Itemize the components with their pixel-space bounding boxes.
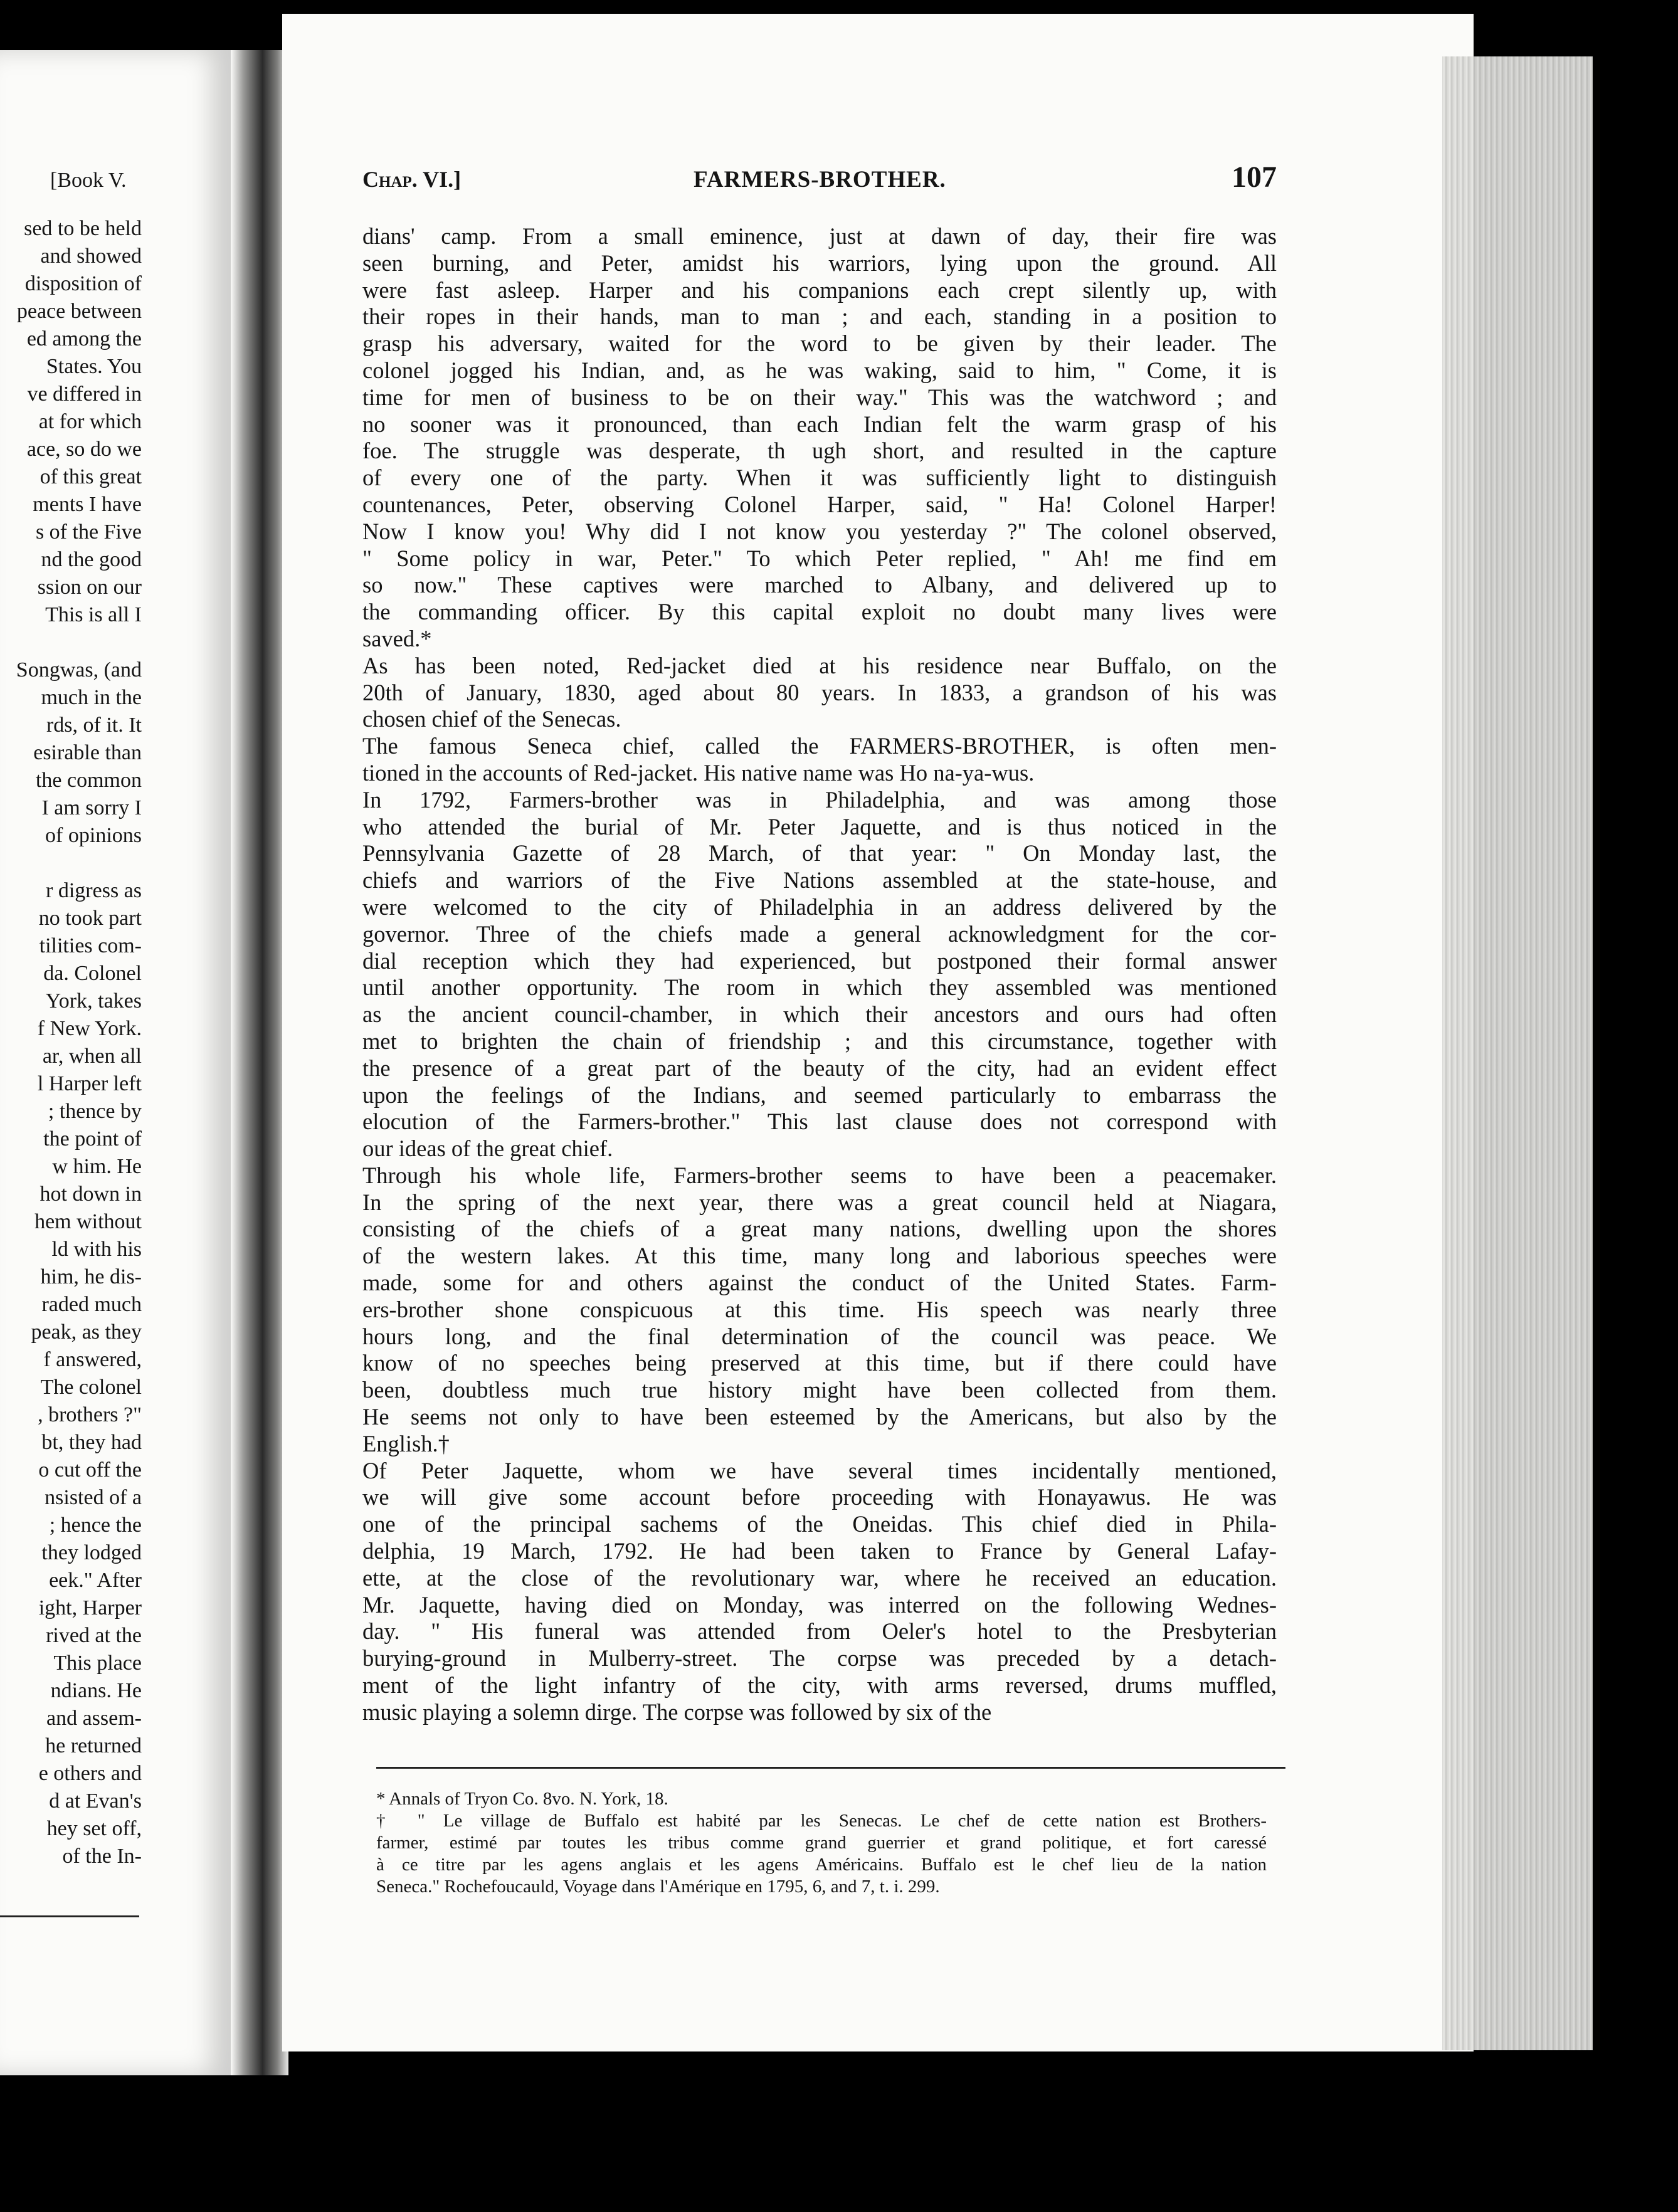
left-page-line: ace, so do we (26, 438, 142, 461)
body-line: 20th of January, 1830, aged about 80 years. In 1833, a grandson of his was (362, 679, 1277, 705)
body-line: we will give some account before proceeding with Honayawus. He was (362, 1484, 1277, 1510)
footnote-line: † " Le village de Buffalo est habité par les Senecas. Le chef de cette nation est Brothers- (376, 1811, 1267, 1831)
left-page-line: and showed (40, 245, 142, 268)
left-running-header: [Book V. (50, 169, 127, 192)
body-line: English.† (362, 1430, 450, 1456)
left-page-line: ld with his (51, 1238, 142, 1261)
page-title: FARMERS-BROTHER. (694, 167, 946, 192)
body-line: of every one of the party. When it was sufficiently light to distinguish (362, 465, 1277, 491)
body-line: their ropes in their hands, man to man ; and each, standing in a position to (362, 303, 1277, 330)
left-page-line: peace between (16, 300, 142, 323)
left-page-line: This place (53, 1651, 142, 1675)
left-page-line: da. Colonel (43, 962, 142, 985)
left-page-line: hey set off, (46, 1817, 142, 1840)
body-line: elocution of the Farmers-brother." This last clause does not correspond with (362, 1109, 1277, 1135)
body-line: Of Peter Jaquette, whom we have several times incidentally mentioned, (362, 1457, 1277, 1483)
left-page-line: much in the (41, 686, 142, 709)
footnote-line: farmer, estimé par toutes les tribus comme grand guerrier et grand politique, et fort caressé (376, 1833, 1267, 1853)
body-line: burying-ground in Mulberry-street. The corpse was preceded by a detach- (362, 1645, 1277, 1672)
body-line: Mr. Jaquette, having died on Monday, was interred on the following Wednes- (362, 1591, 1277, 1618)
body-line: saved.* (362, 625, 432, 651)
footnotes (376, 1788, 1267, 1898)
body-line: been, doubtless much true history might have been collected from them. (362, 1377, 1277, 1403)
body-line: ers-brother shone conspicuous at this time. His speech was nearly three (362, 1296, 1277, 1322)
left-page-line: tilities com- (39, 934, 142, 957)
left-page-line: the common (35, 769, 142, 792)
left-page-line: eek." After (49, 1569, 142, 1592)
body-line: tioned in the accounts of Red-jacket. His native name was Ho na-ya-wus. (362, 759, 1035, 786)
body-line: seen burning, and Peter, amidst his warriors, lying upon the ground. All (362, 250, 1277, 276)
footnote-line: Seneca." Rochefoucauld, Voyage dans l'Amérique en 1795, 6, and 7, t. i. 299. (376, 1877, 940, 1897)
body-line: As has been noted, Red-jacket died at his residence near Buffalo, on the (362, 652, 1277, 678)
previous-page (0, 50, 231, 2075)
left-page-line (0, 850, 142, 877)
footnote-line: * Annals of Tryon Co. 8vo. N. York, 18. (376, 1789, 668, 1809)
left-page-line: he returned (45, 1734, 142, 1757)
body-line: In 1792, Farmers-brother was in Philadelphia, and was among those (362, 786, 1277, 813)
left-page-line: of this great (40, 465, 142, 488)
body-line: Pennsylvania Gazette of 28 March, of that year: " On Monday last, the (362, 840, 1277, 866)
body-line: the commanding officer. By this capital exploit no doubt many lives were (362, 599, 1277, 625)
body-line: met to brighten the chain of friendship ; and this circumstance, together with (362, 1028, 1277, 1054)
left-page-line: , brothers ?" (38, 1403, 142, 1426)
left-page-line: of the In- (62, 1845, 142, 1868)
body-line: who attended the burial of Mr. Peter Jaquette, and is thus noticed in the (362, 813, 1277, 840)
left-page-line: ments I have (33, 493, 142, 516)
left-page-line: peak, as they (31, 1320, 142, 1344)
body-line: countenances, Peter, observing Colonel Harper, said, " Ha! Colonel Harper! (362, 491, 1277, 517)
left-page-line: of opinions (45, 824, 142, 847)
body-line: made, some for and others against the conduct of the United States. Farm- (362, 1270, 1277, 1296)
left-page-line: ; hence the (49, 1514, 142, 1537)
left-page-line: w him. He (52, 1155, 142, 1178)
body-line: until another opportunity. The room in which they assembled was mentioned (362, 974, 1277, 1001)
body-line: one of the principal sachems of the Oneidas. This chief died in Phila- (362, 1511, 1277, 1537)
body-line: day. " His funeral was attended from Oeler's hotel to the Presbyterian (362, 1618, 1277, 1645)
body-line: colonel jogged his Indian, and, as he was waking, said to him, " Come, it is (362, 357, 1277, 383)
left-page-line: ve differed in (27, 382, 142, 406)
left-page-line: at for which (38, 410, 142, 433)
body-line: consisting of the chiefs of a great many nations, dwelling upon the shores (362, 1216, 1277, 1242)
body-line: dians' camp. From a small eminence, just at dawn of day, their fire was (362, 223, 1277, 249)
footnote-line: à ce titre par les agens anglais et les agens Américains. Buffalo est le chef lieu de la nation (376, 1855, 1267, 1875)
left-page-line: hem without (34, 1210, 142, 1233)
body-line: of the western lakes. At this time, many long and laborious speeches were (362, 1243, 1277, 1269)
left-page-line: Songwas, (and (16, 658, 142, 682)
left-page-line: d at Evan's (49, 1789, 142, 1813)
body-line: the presence of a great part of the beauty of the city, had an evident effect (362, 1055, 1277, 1081)
body-line: time for men of business to be on their way." This was the watchword ; and (362, 384, 1277, 410)
body-line: upon the feelings of the Indians, and seemed particularly to embarrass the (362, 1082, 1277, 1108)
body-line: dial reception which they had experienced, but postponed their formal answer (362, 947, 1277, 974)
left-page-line: no took part (38, 907, 142, 930)
body-line: " Some policy in war, Peter." To which Peter replied, " Ah! me find em (362, 545, 1277, 571)
running-header (362, 161, 1277, 201)
body-line: know of no speeches being preserved at this time, but if there could have (362, 1350, 1277, 1376)
left-page-line: States. You (46, 355, 142, 378)
body-line: so now." These captives were marched to Albany, and delivered up to (362, 572, 1277, 598)
body-line: no sooner was it pronounced, than each Indian felt the warm grasp of his (362, 411, 1277, 437)
left-page-line: The colonel (40, 1376, 142, 1399)
left-page-line: nd the good (41, 548, 142, 571)
left-page-line: r digress as (46, 879, 142, 902)
left-page-line: ight, Harper (38, 1596, 142, 1620)
body-line: were fast asleep. Harper and his companions each crept silently up, with (362, 276, 1277, 303)
left-page-line: f answered, (43, 1348, 142, 1371)
page-edges (1442, 56, 1593, 2050)
left-page-line: e others and (38, 1762, 142, 1785)
left-page-line: him, he dis- (40, 1265, 142, 1288)
left-page-line: the point of (43, 1127, 142, 1151)
book-gutter (231, 50, 288, 2075)
body-line: Now I know you! Why did I not know you yesterday ?" The colonel observed, (362, 518, 1277, 544)
left-page-line: bt, they had (41, 1431, 142, 1454)
left-page-line: and assem- (46, 1707, 142, 1730)
page-number: 107 (1232, 161, 1277, 194)
left-page-line: disposition of (24, 272, 142, 295)
left-page-line: ; thence by (48, 1100, 142, 1123)
body-line: Through his whole life, Farmers-brother seems to have been a peacemaker. (362, 1162, 1277, 1188)
body-line: chiefs and warriors of the Five Nations assembled at the state-house, and (362, 867, 1277, 893)
body-line: ment of the light infantry of the city, with arms reversed, drums muffled, (362, 1672, 1277, 1698)
left-footnote-rule (0, 1915, 139, 1917)
left-page-line: sed to be held (24, 217, 142, 240)
left-page-line: they lodged (41, 1541, 142, 1564)
left-page-line: nsisted of a (45, 1486, 142, 1509)
body-line: delphia, 19 March, 1792. He had been taken to France by General Lafay- (362, 1538, 1277, 1564)
left-page-line: rived at the (46, 1624, 142, 1647)
left-page-line: f New York. (37, 1017, 142, 1040)
body-line: He seems not only to have been esteemed by the Americans, but also by the (362, 1404, 1277, 1430)
left-page-line: o cut off the (38, 1458, 142, 1482)
left-page-line: York, takes (45, 989, 142, 1013)
left-page-line (0, 629, 142, 656)
body-line: The famous Seneca chief, called the FARMERS-BROTHER, is often men- (362, 733, 1277, 759)
body-line: foe. The struggle was desperate, th ugh short, and resulted in the capture (362, 438, 1277, 464)
left-page-line: This is all I (45, 603, 142, 626)
body-line: our ideas of the great chief. (362, 1135, 613, 1162)
body-line: chosen chief of the Senecas. (362, 706, 621, 732)
body-text (362, 223, 1277, 1726)
left-page-line: rds, of it. It (46, 714, 142, 737)
left-page-line: ndians. He (50, 1679, 142, 1702)
left-page-line: ar, when all (42, 1045, 142, 1068)
body-line: were welcomed to the city of Philadelphia in an address delivered by the (362, 893, 1277, 920)
body-line: ette, at the close of the revolutionary war, where he received an education. (362, 1564, 1277, 1591)
body-line: governor. Three of the chiefs made a general acknowledgment for the cor- (362, 920, 1277, 947)
left-page-line: hot down in (40, 1182, 142, 1206)
body-line: grasp his adversary, waited for the word to be given by their leader. The (362, 330, 1277, 357)
body-line: music playing a solemn dirge. The corpse was followed by six of the (362, 1698, 992, 1725)
left-page-line: l Harper left (37, 1072, 142, 1095)
body-line: In the spring of the next year, there was a great council held at Niagara, (362, 1189, 1277, 1215)
left-page-line: esirable than (33, 741, 142, 764)
body-line: as the ancient council-chamber, in which their ancestors and ours had often (362, 1001, 1277, 1028)
chapter-label: Chap. VI.] (362, 167, 462, 192)
left-page-line: I am sorry I (41, 796, 142, 819)
left-page-line: s of the Five (35, 520, 142, 544)
left-page-text (0, 215, 142, 1870)
left-page-line: raded much (41, 1293, 142, 1316)
left-page-line: ssion on our (37, 576, 142, 599)
left-page-line: ed among the (26, 327, 142, 350)
footnote-rule (376, 1767, 1285, 1769)
body-line: hours long, and the final determination of the council was peace. We (362, 1323, 1277, 1349)
